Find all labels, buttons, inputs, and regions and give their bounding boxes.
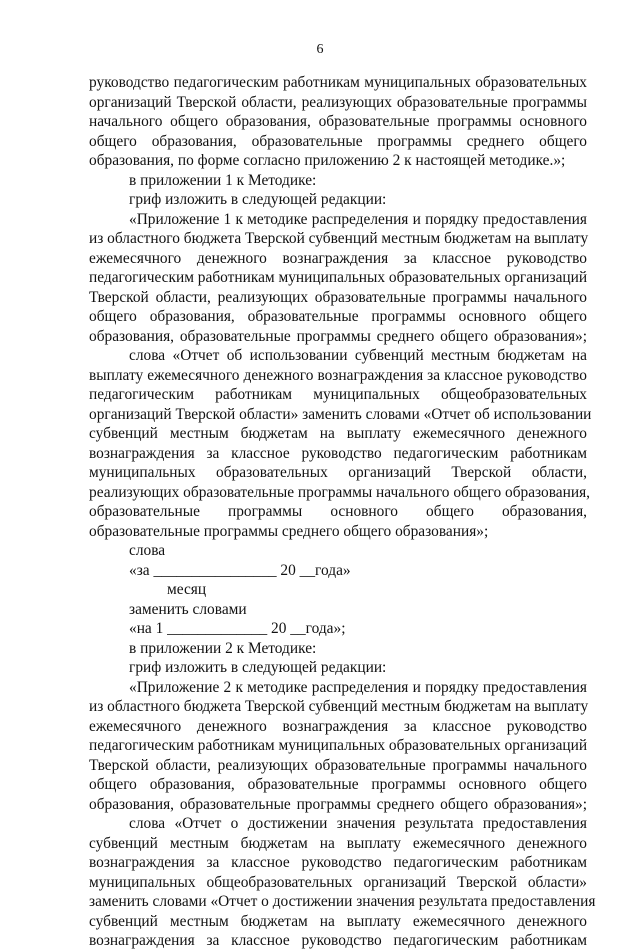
- text-line: «Приложение 1 к методике распределения и порядку предоставления: [129, 210, 587, 228]
- text-line: общего образования, образовательные программы основного общего: [89, 776, 587, 793]
- text-line: ежемесячного денежного вознаграждения за классное руководство: [89, 249, 587, 267]
- text-line: «на 1 _____________ 20 __года»;: [129, 620, 346, 637]
- text-line: руководство педагогическим работникам муниципальных образовательных: [89, 74, 587, 91]
- text-line: вознаграждения за классное руководство педагогическим работникам: [89, 932, 587, 949]
- text-line: в приложении 2 к Методике:: [129, 639, 317, 657]
- text-line: организаций Тверской области» заменить словами «Отчет об использовании: [89, 405, 592, 423]
- text-line: муниципальных образовательных организаций Тверской области,: [89, 464, 587, 481]
- text-line: Тверской области, реализующих образовательные программы начального: [89, 756, 587, 774]
- text-line: «Приложение 2 к методике распределения и порядку предоставления: [129, 678, 587, 696]
- text-line: гриф изложить в следующей редакции:: [129, 191, 387, 208]
- text-line: слова «Отчет об использовании субвенций местным бюджетам на: [129, 347, 587, 364]
- text-line: вознаграждения за классное руководство педагогическим работникам: [89, 444, 587, 462]
- text-line: ежемесячного денежного вознаграждения за классное руководство: [89, 717, 587, 735]
- text-line: образования, по форме согласно приложению 2 к настоящей методике.»;: [89, 152, 566, 169]
- text-line: образования, образовательные программы среднего общего образования»;: [89, 327, 587, 345]
- text-line: заменить словами «Отчет о достижении значения результата предоставления: [89, 893, 596, 910]
- text-line: «за ________________ 20 __года»: [129, 561, 351, 579]
- text-line: организаций Тверской области, реализующих образовательные программы: [89, 93, 587, 111]
- text-line: педагогическим работникам муниципальных образовательных организаций: [89, 737, 588, 754]
- text-line: общего образования, образовательные программы основного общего: [89, 308, 587, 325]
- text-line: общего образования, образовательные программы среднего общего: [89, 132, 587, 150]
- text-line: образовательные программы среднего общего образования»;: [89, 522, 489, 540]
- text-line: начального общего образования, образовательные программы основного: [89, 113, 587, 130]
- text-line: из областного бюджета Тверской субвенций местным бюджетам на выплату: [89, 698, 589, 715]
- text-line: вознаграждения за классное руководство педагогическим работникам: [89, 854, 587, 871]
- text-line: образования, образовательные программы среднего общего образования»;: [89, 795, 587, 813]
- text-line: муниципальных общеобразовательных организаций Тверской области»: [89, 873, 587, 891]
- text-line: субвенций местным бюджетам на выплату ежемесячного денежного: [89, 912, 587, 930]
- text-line: образовательные программы основного общего образования,: [89, 503, 587, 520]
- text-line: в приложении 1 к Методике:: [129, 171, 317, 189]
- text-line: Тверской области, реализующих образовательные программы начального: [89, 288, 587, 306]
- text-line: из областного бюджета Тверской субвенций местным бюджетам на выплату: [89, 230, 589, 247]
- text-line: педагогическим работникам муниципальных общеобразовательных: [89, 386, 587, 403]
- text-line: месяц: [167, 581, 207, 598]
- text-line: субвенций местным бюджетам на выплату ежемесячного денежного: [89, 834, 587, 852]
- text-line: субвенций местным бюджетам на выплату ежемесячного денежного: [89, 425, 587, 442]
- text-line: гриф изложить в следующей редакции:: [129, 659, 387, 676]
- text-line: заменить словами: [129, 600, 247, 618]
- text-line: выплату ежемесячного денежного вознаграждения за классное руководство: [89, 366, 587, 384]
- text-line: слова «Отчет о достижении значения результата предоставления: [129, 815, 587, 832]
- text-line: слова: [129, 542, 166, 559]
- text-line: реализующих образовательные программы начального общего образования,: [89, 483, 591, 501]
- page-number: 6: [316, 42, 324, 57]
- text-line: педагогическим работникам муниципальных образовательных организаций: [89, 269, 588, 286]
- document-body: [89, 73, 596, 951]
